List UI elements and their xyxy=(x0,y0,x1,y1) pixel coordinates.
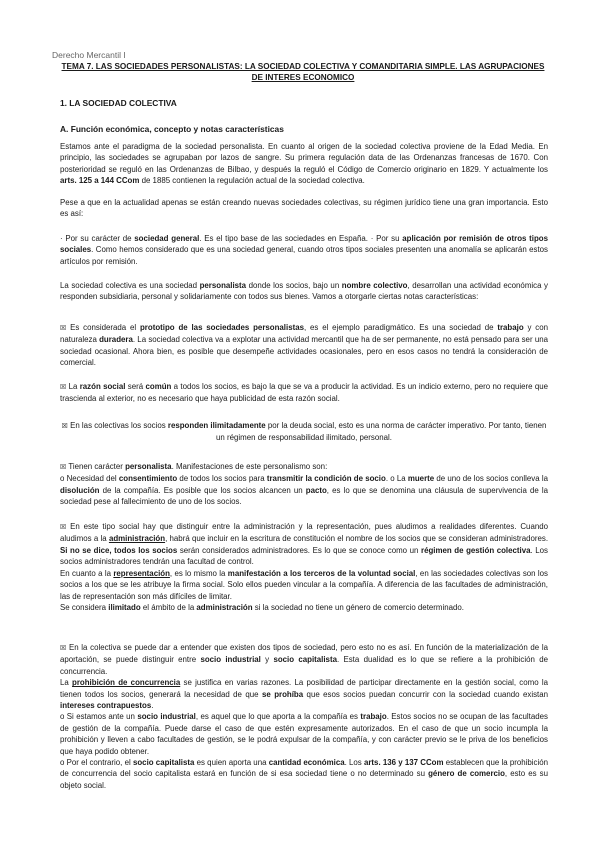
checkbox-bullet-icon: ☒ xyxy=(60,644,67,652)
paragraph-importance: Pese a que en la actualidad apenas se están creando nuevas sociedades colectivas, su régimen jurídico tiene una gran importancia. Esto es así: xyxy=(60,198,548,219)
checkbox-bullet-icon: ☒ xyxy=(60,383,67,391)
paragraph-reasons: · Por su carácter de sociedad general. Es el tipo base de las sociedades en España. · Por su aplicación por remisión de otros tipos sociales. Como hemos considerado que es una sociedad general, cuando otros tipos sociales presenten una anomalía se aplicarán estos artículos por remisión. xyxy=(60,234,549,266)
paragraph-origin: Estamos ante el paradigma de la sociedad personalista. En cuanto al origen de la sociedad colectiva proviene de la Edad Media. En principio, las sociedades se agrupaban por lazos de sangre. Su primera regulación data de las Ordenanzas francesas de 1670. Con posterioridad se reguló en las Ordenanzas de Bilbao, y después la reguló el Código de Comercio originario en 1829. Y actualmente los arts. 125 a 144 CCom de 1885 contienen la regulación actual de la sociedad colectiva. xyxy=(60,142,548,186)
section-heading-a: A. Función económica, concepto y notas características xyxy=(60,124,284,134)
paragraph-administration: ☒ En este tipo social hay que distinguir entre la administración y la representación, pues aludimos a realidades diferentes. Cuando aludimos a la administración, habrá que incluir en la escritura de constitución el nombre de los socios que se consideran administradores. Si no se dice, todos los socios serán considerados administradores. Es lo que se conoce como un régimen de gestión colectiva. Los socios administradores tendrán una facultad de control. xyxy=(60,522,549,567)
section-heading-1: 1. LA SOCIEDAD COLECTIVA xyxy=(60,98,177,108)
checkbox-bullet-icon: ☒ xyxy=(61,422,68,430)
paragraph-representation: En cuanto a la representación, es lo mismo la manifestación a los terceros de la voluntad social, en las sociedades colectivas son los socios a los que se les atribuye la firma social. Solo ellos pueden vincular a la compañía. A diferencia de las facultades de administración, las de representación son más difíciles de limitar. Se considera ilimitado el ámbito de la administración si la sociedad no tiene un género de comercio determinado. xyxy=(60,569,548,613)
paragraph-definition: La sociedad colectiva es una sociedad personalista donde los socios, bajo un nombre colectivo, desarrollan una actividad económica y responden subsidiaria, personal y solidariamente con todos sus bienes. Vamos a otorgarle ciertas notas características: xyxy=(60,281,548,302)
paragraph-prototype: ☒ Es considerada el prototipo de las sociedades personalistas, es el ejemplo paradigmático. Es una sociedad de trabajo y con naturaleza duradera. La sociedad colectiva va a explotar una actividad mercantil que ha de ser permanente, no está pensado para ser una sociedad ocasional. Ahora bien, es posible que desempeñe actividades ocasionales, pero en esos casos no tendrá la consideración de comercial. xyxy=(60,323,549,368)
document-title: TEMA 7. LAS SOCIEDADES PERSONALISTAS: LA SOCIEDAD COLECTIVA Y COMANDITARIA SIMPLE. LAS AGRUPACIONES DE INTERES ECONOMICO xyxy=(61,62,545,82)
paragraph-razon-social: ☒ La razón social será común a todos los socios, es bajo la que se va a producir la actividad. Es un indicio externo, pero no requiere que trascienda al exterior, no es necesario que haya publicidad de esta razón social. xyxy=(60,382,549,404)
paragraph-partner-types: ☒ En la colectiva se puede dar a entender que existen dos tipos de sociedad, pero esto no es así. En función de la materialización de la aportación, se puede distinguir entre socio industrial y socio capitalista. Esta dualidad es lo que se refiere a la prohibición de concurrencia. La prohibición de concurrencia se justifica en varias razones. La posibilidad de participar directamente en la gestión social, como la tienen todos los socios, generará la necesidad de que se prohíba que esos socios puedan concurrir con la sociedad cuando existan intereses contrapuestos. o Si estamos ante un socio industrial, es aquel que lo que aporta a la compañía es trabajo. Estos socios no se ocupan de las facultades de gestión de la compañía. Puede darse el caso de que estén expresamente autorizados. En el caso de que un socio incumpla la prohibición y lleven a cabo facultades de gestión, se le podrá expulsar de la compañía, y con carácter previo se le priva de los beneficios que haya podido obtener. o Por el contrario, el socio capitalista es quien aporta una cantidad económica. Los arts. 136 y 137 CCom establecen que la prohibición de concurrencia del socio capitalista estará en función de si esa sociedad tiene o no determinado su género de comercio, esto es su objeto social. xyxy=(60,643,549,790)
checkbox-bullet-icon: ☒ xyxy=(60,523,67,531)
document-header: Derecho Mercantil I xyxy=(52,50,126,60)
checkbox-bullet-icon: ☒ xyxy=(60,324,67,332)
paragraph-personalism: ☒ Tienen carácter personalista. Manifestaciones de este personalismo son: o Necesidad del consentimiento de todos los socios para transmitir la condición de socio. o La muerte de uno de los socios conlleva la disolución de la compañía. Es posible que los socios alcancen un pacto, es lo que se denomina una cláusula de supervivencia de la sociedad pese al fallecimiento de uno de los socios. xyxy=(60,462,548,507)
paragraph-responsibility: ☒ En las colectivas los socios responden ilimitadamente por la deuda social, esto es una norma de carácter imperativo. Por tanto, tienen un régimen de responsabilidad ilimitado, personal. xyxy=(61,421,547,443)
checkbox-bullet-icon: ☒ xyxy=(60,463,67,471)
